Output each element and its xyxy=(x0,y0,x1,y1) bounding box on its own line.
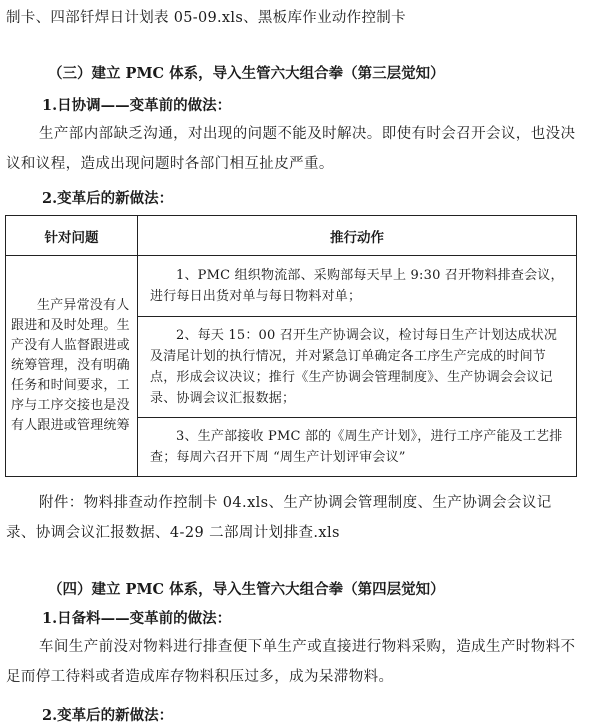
action-cell-3: 3、生产部接收 PMC 部的《周生产计划》，进行工序产能及工艺排查；每周六召开下周 “周生产计划评审会议” xyxy=(138,418,577,477)
section4-before-heading: 1.日备料——变革前的做法： xyxy=(42,610,232,627)
measures-table xyxy=(5,215,577,477)
section4-before-text xyxy=(6,632,578,692)
section3-before-body: 生产部内部缺乏沟通，对出现的问题不能及时解决。即使有时会召开会议，也没决议和议程，造成出现问题时各部门相互扯皮严重。 xyxy=(6,126,576,172)
section4-after-heading: 2.变革后的新做法： xyxy=(42,707,174,724)
top-line: 制卡、四部钎焊日计划表 05-09.xls、黑板库作业动作控制卡 xyxy=(6,10,406,26)
table-row xyxy=(6,256,577,317)
section3-attachment-text: 附件：物料排查动作控制卡 04.xls、生产协调会管理制度、生产协调会会议记录、协调会议汇报数据、4-29 二部周计划排查.xls xyxy=(6,495,552,541)
section3-before-text xyxy=(6,119,578,179)
issue-cell: 生产异常没有人跟进和及时处理。生产没有人监督跟进或统筹管理，没有明确任务和时间要求，工序与工序交接也是没有人跟进或管理统筹 xyxy=(6,256,138,477)
header-issue: 针对问题 xyxy=(6,216,138,256)
action-cell-2: 2、每天 15：00 召开生产协调会议，检讨每日生产计划达成状况及清尾计划的执行情况，并对紧急订单确定各工序生产完成的时间节点，形成会议决议；推行《生产协调会管理制度》、生产协调会会议记录、协调会议汇报数据； xyxy=(138,317,577,418)
header-action: 推行动作 xyxy=(138,216,577,256)
section3-attachment xyxy=(6,488,578,548)
section3-after-heading: 2.变革后的新做法： xyxy=(42,190,174,207)
section3-before-heading: 1.日协调——变革前的做法： xyxy=(42,97,232,114)
action-cell-1: 1、PMC 组织物流部、采购部每天早上 9:30 召开物料排查会议，进行每日出货对单与每日物料对单； xyxy=(138,256,577,317)
section3-title: （三）建立 PMC 体系，导入生管六大组合拳（第三层觉知） xyxy=(48,65,445,82)
section4-title: （四）建立 PMC 体系，导入生管六大组合拳（第四层觉知） xyxy=(48,581,445,598)
section4-before-body: 车间生产前没对物料进行排查便下单生产或直接进行物料采购，造成生产时物料不足而停工待料或者造成库存物料积压过多，成为呆滞物料。 xyxy=(6,639,576,685)
table-header-row xyxy=(6,216,577,256)
